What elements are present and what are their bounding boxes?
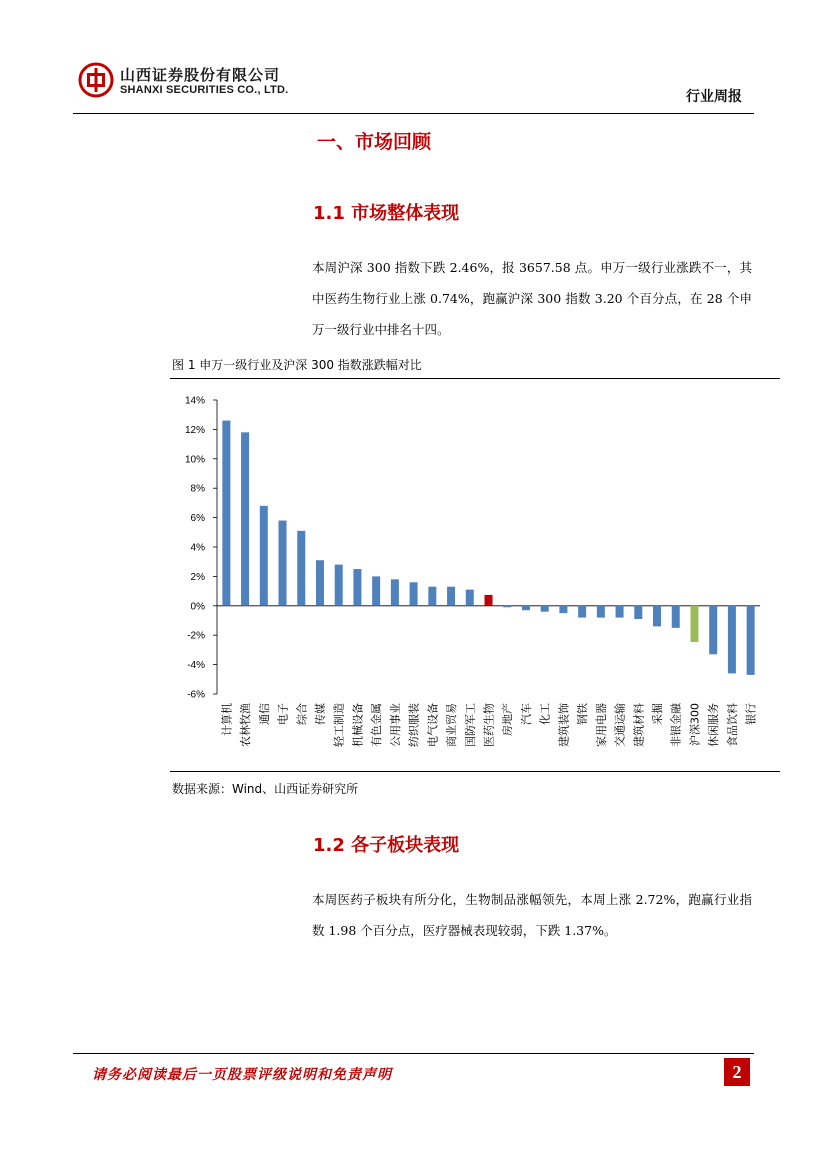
bar-25	[690, 606, 698, 642]
category-label: 公用事业	[388, 703, 402, 747]
category-label: 建筑材料	[632, 703, 646, 747]
y-tick-label: 2%	[190, 571, 205, 583]
category-labels	[219, 702, 757, 747]
bar-20	[597, 606, 605, 618]
category-label: 有色金属	[370, 703, 384, 747]
category-label: 建筑装饰	[557, 703, 571, 747]
page-number: 2	[724, 1058, 750, 1086]
category-label: 传媒	[313, 703, 327, 725]
category-label: 沪深300	[688, 703, 702, 746]
category-label: 机械设备	[351, 703, 365, 747]
bar-24	[672, 606, 680, 628]
category-label: 农林牧渔	[239, 703, 253, 747]
bar-10	[410, 582, 418, 606]
bars	[222, 421, 754, 675]
paragraph-overall: 本周沪深 300 指数下跌 2.46%，报 3657.58 点。申万一级行业涨跌不一，其中医药生物行业上涨 0.74%，跑赢沪深 300 指数 3.20 个百分点，在 28 个申万一级行业中排名十四。	[312, 260, 752, 337]
bar-19	[578, 606, 586, 618]
company-name-cn: 山西证券股份有限公司	[120, 66, 281, 84]
bar-16	[522, 606, 530, 610]
figure-title: 图 1 申万一级行业及沪深 300 指数涨跌幅对比	[172, 358, 422, 372]
paragraph-subsectors: 本周医药子板块有所分化，生物制品涨幅领先，本周上涨 2.72%，跑赢行业指数 1.98 个百分点，医疗器械表现较弱，下跌 1.37%。	[312, 892, 752, 938]
category-label: 电气设备	[426, 703, 440, 747]
report-type-label: 行业周报	[686, 89, 742, 105]
bar-14	[485, 595, 493, 606]
category-label: 轻工制造	[332, 703, 346, 747]
category-label: 计算机	[220, 703, 234, 736]
bar-3	[279, 521, 287, 606]
y-tick-label: -4%	[187, 660, 205, 672]
bar-5	[316, 560, 324, 606]
category-label: 房地产	[501, 703, 515, 736]
category-label: 银行	[744, 703, 758, 725]
bar-28	[747, 606, 755, 675]
section-heading-market-review: 一、市场回顾	[317, 131, 432, 153]
bar-26	[709, 606, 717, 655]
category-label: 医药生物	[482, 703, 496, 747]
bar-21	[616, 606, 624, 618]
header-divider	[73, 113, 754, 114]
bar-9	[391, 579, 399, 605]
y-tick-label: -6%	[187, 689, 205, 701]
category-label: 化工	[538, 703, 552, 725]
figure-source: 数据来源：Wind、山西证券研究所	[172, 782, 359, 796]
category-label: 通信	[257, 703, 271, 725]
bar-1	[241, 432, 249, 605]
y-axis	[185, 396, 760, 701]
bar-13	[466, 590, 474, 606]
bar-17	[541, 606, 549, 612]
category-label: 钢铁	[576, 703, 590, 725]
bar-12	[447, 587, 455, 606]
subsection-heading-subsectors: 1.2 各子板块表现	[313, 835, 460, 856]
bar-11	[428, 587, 436, 606]
figure-top-rule	[170, 378, 780, 379]
company-logo-icon	[78, 62, 114, 98]
category-label: 商业贸易	[445, 703, 459, 747]
y-tick-label: 4%	[190, 542, 205, 554]
y-tick-label: 14%	[184, 395, 205, 407]
bar-6	[335, 565, 343, 606]
company-name-en: SHANXI SECURITIES CO., LTD.	[120, 84, 289, 96]
bar-4	[297, 531, 305, 606]
bar-8	[372, 576, 380, 605]
category-label: 电子	[276, 703, 290, 725]
footer-divider	[73, 1053, 754, 1054]
bar-22	[634, 606, 642, 619]
figure-bottom-rule	[170, 771, 780, 772]
bar-7	[353, 569, 361, 606]
y-tick-label: 0%	[190, 601, 205, 613]
bar-18	[559, 606, 567, 613]
category-label: 休闲服务	[707, 703, 721, 747]
y-tick-label: 12%	[184, 424, 205, 436]
category-label: 家用电器	[594, 703, 608, 747]
industry-bar-chart	[170, 385, 770, 767]
category-label: 综合	[295, 703, 309, 725]
bar-0	[222, 421, 230, 606]
category-label: 纺织服装	[407, 703, 421, 747]
y-tick-label: -2%	[187, 630, 205, 642]
y-tick-label: 10%	[184, 454, 205, 466]
category-label: 采掘	[651, 703, 665, 725]
bar-23	[653, 606, 661, 627]
y-tick-label: 6%	[190, 513, 205, 525]
footer-disclaimer: 请务必阅读最后一页股票评级说明和免责声明	[92, 1067, 392, 1083]
bar-15	[503, 606, 511, 607]
bar-27	[728, 606, 736, 674]
category-label: 非银金融	[669, 703, 683, 747]
category-label: 食品饮料	[725, 703, 739, 747]
bar-2	[260, 506, 268, 606]
category-label: 国防军工	[463, 703, 477, 747]
category-label: 汽车	[519, 703, 533, 725]
subsection-heading-overall: 1.1 市场整体表现	[313, 203, 460, 224]
category-label: 交通运输	[613, 703, 627, 747]
y-tick-label: 8%	[190, 483, 205, 495]
